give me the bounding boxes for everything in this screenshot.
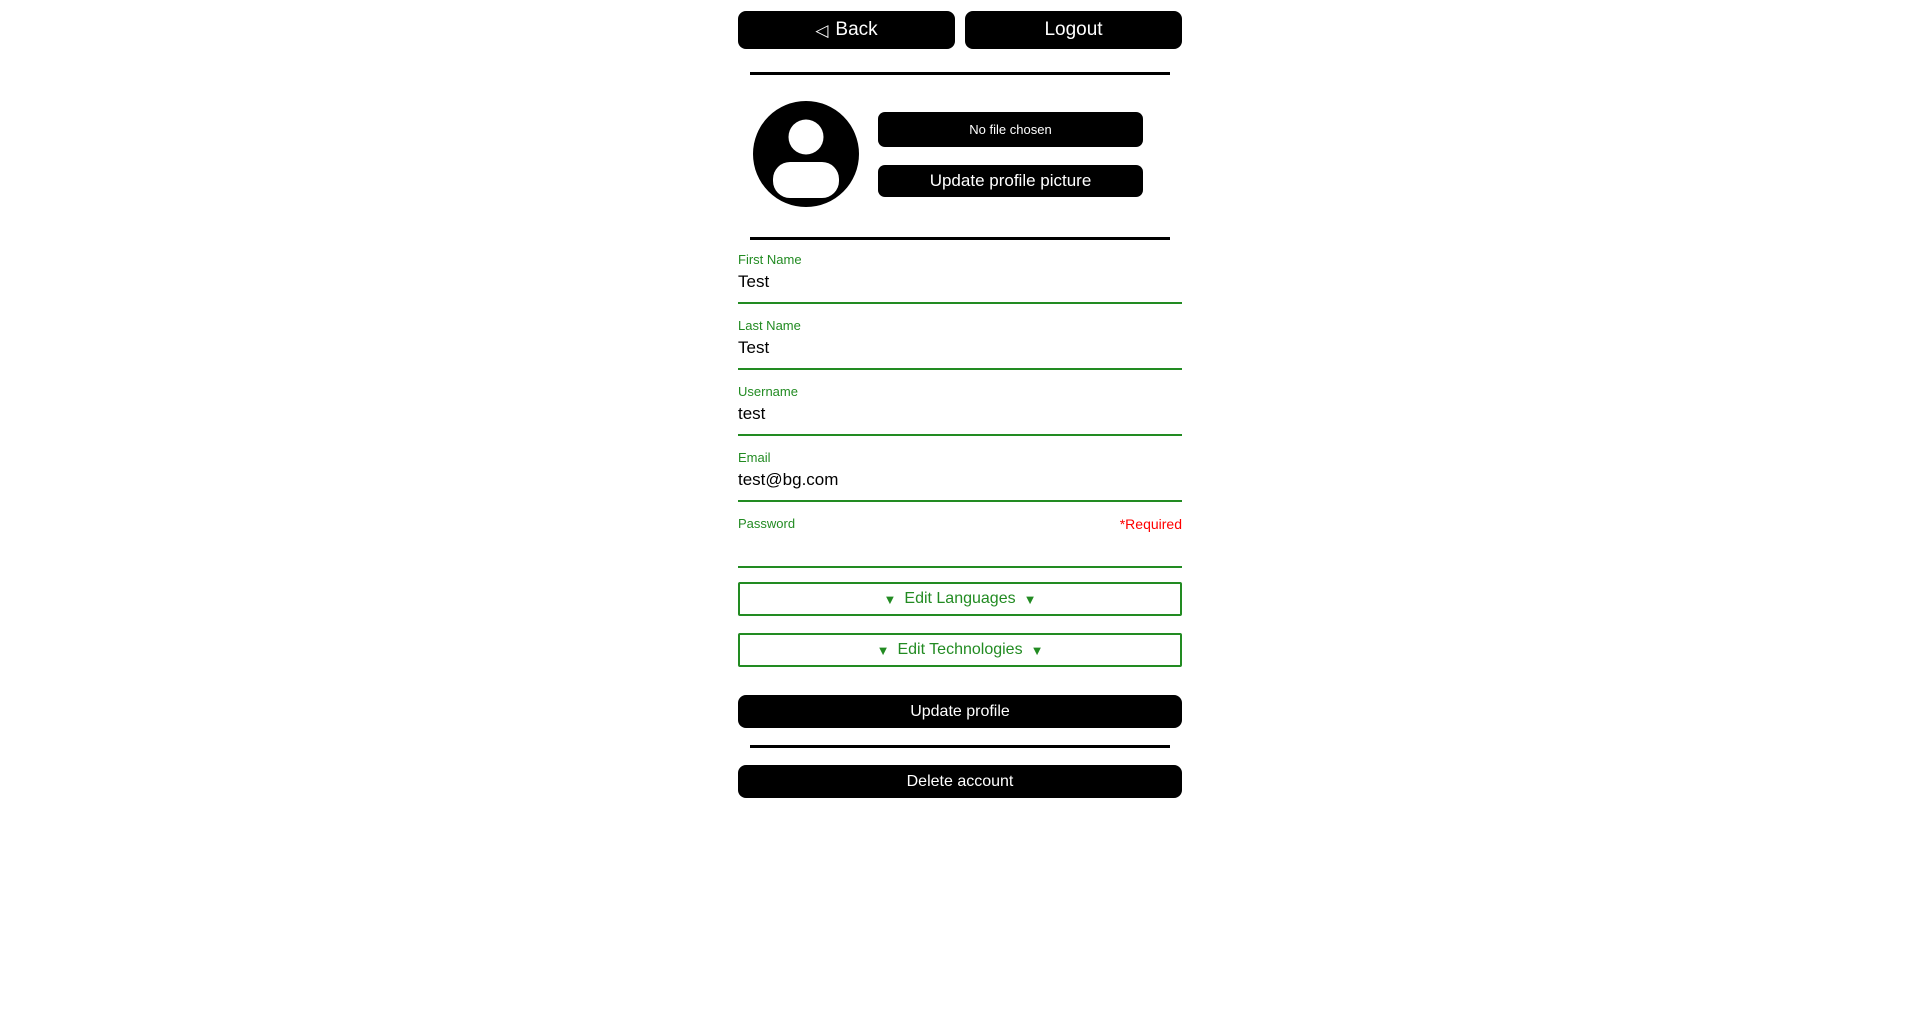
back-arrow-icon: ◁ bbox=[815, 20, 829, 40]
edit-languages-button[interactable] bbox=[738, 582, 1182, 616]
password-label: Password bbox=[738, 516, 796, 531]
chevron-down-icon: ▼ bbox=[883, 591, 897, 607]
profile-form bbox=[738, 252, 1182, 728]
field-username bbox=[738, 384, 1182, 436]
delete-account-button[interactable]: Delete account bbox=[738, 765, 1182, 798]
password-required-note: *Required bbox=[1119, 516, 1182, 532]
username-input[interactable] bbox=[738, 400, 1182, 436]
chevron-down-icon: ▼ bbox=[1023, 591, 1037, 607]
chevron-down-icon: ▼ bbox=[876, 642, 890, 658]
first-name-label: First Name bbox=[738, 252, 802, 267]
field-last-name bbox=[738, 318, 1182, 370]
field-email bbox=[738, 450, 1182, 502]
last-name-label: Last Name bbox=[738, 318, 801, 333]
logout-button[interactable]: Logout bbox=[965, 11, 1182, 49]
edit-technologies-button[interactable] bbox=[738, 633, 1182, 667]
danger-divider bbox=[750, 745, 1170, 748]
last-name-input[interactable] bbox=[738, 334, 1182, 370]
profile-picture-file-input[interactable]: No file chosen bbox=[878, 112, 1143, 147]
back-button-label: Back bbox=[835, 19, 878, 40]
profile-page bbox=[738, 0, 1182, 798]
field-password bbox=[738, 516, 1182, 568]
back-button[interactable] bbox=[738, 11, 955, 49]
chevron-down-icon: ▼ bbox=[1030, 642, 1044, 658]
account-circle-icon bbox=[753, 101, 859, 207]
field-first-name bbox=[738, 252, 1182, 304]
header bbox=[738, 11, 1182, 49]
username-label: Username bbox=[738, 384, 798, 399]
first-name-input[interactable] bbox=[738, 268, 1182, 304]
edit-languages-label: Edit Languages bbox=[904, 590, 1016, 607]
picture-buttons bbox=[878, 112, 1143, 197]
email-input[interactable] bbox=[738, 466, 1182, 502]
edit-technologies-label: Edit Technologies bbox=[897, 641, 1023, 658]
profile-picture-section bbox=[738, 101, 1182, 207]
email-label: Email bbox=[738, 450, 771, 465]
password-input[interactable] bbox=[738, 532, 1182, 568]
header-divider bbox=[750, 72, 1170, 75]
avatar-divider bbox=[750, 237, 1170, 240]
update-profile-button[interactable]: Update profile bbox=[738, 695, 1182, 728]
update-profile-picture-button[interactable]: Update profile picture bbox=[878, 165, 1143, 197]
